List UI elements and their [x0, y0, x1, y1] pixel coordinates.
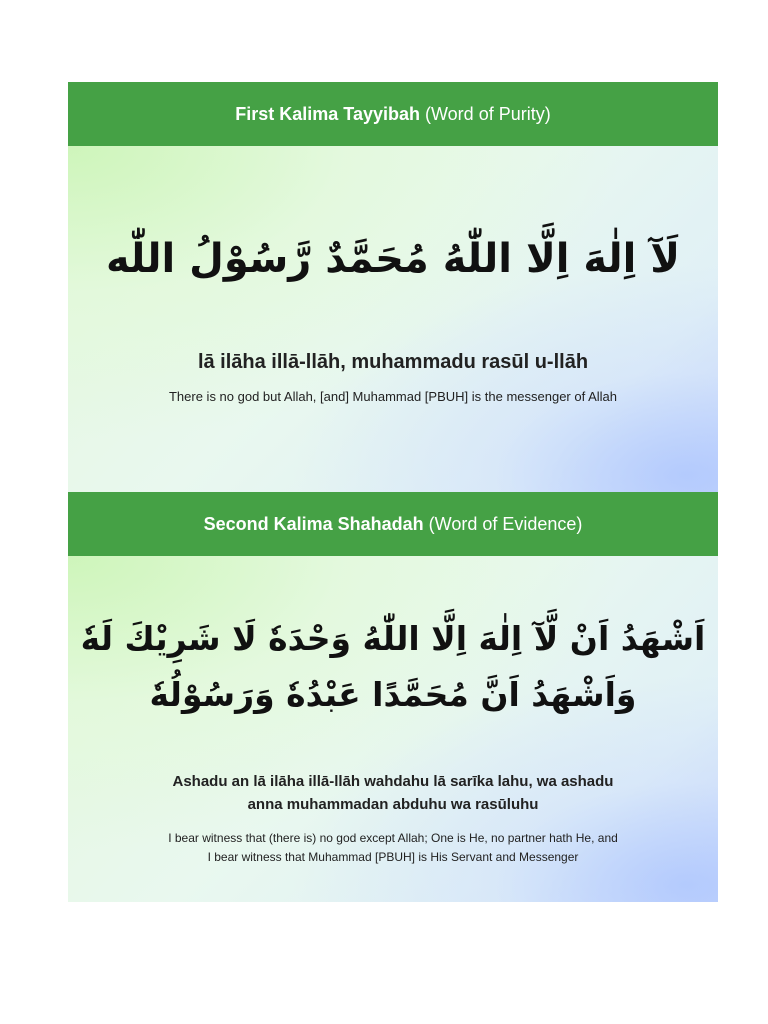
- first-kalima-transliteration: lā ilāha illā-llāh, muhammadu rasūl u-llāh: [197, 351, 589, 373]
- second-kalima-arabic-line-2: وَاَشْهَدُ اَنَّ مُحَمَّدًا عَبْدُهٗ وَرَسُوْلُهٗ: [149, 675, 637, 714]
- first-kalima-title: First Kalima Tayyibah: [235, 103, 420, 124]
- second-kalima-card: [68, 492, 718, 902]
- second-kalima-translation-line-2: I bear witness that Muhammad [PBUH] is His Servant and Messenger: [207, 850, 579, 864]
- second-kalima-transliteration: [108, 770, 678, 816]
- second-kalima-title: Second Kalima Shahadah: [203, 513, 424, 534]
- first-kalima-arabic: لَآ اِلٰهَ اِلَّا اللّٰهُ مُحَمَّدٌ رَّسُوْلُ اللّٰه: [105, 236, 681, 282]
- first-kalima-body: [68, 146, 718, 492]
- first-kalima-header: [68, 82, 718, 146]
- second-kalima-header: [68, 492, 718, 556]
- second-kalima-translation-line-1: I bear witness that (there is) no god except Allah; One is He, no partner hath He, and: [168, 831, 618, 845]
- second-kalima-transliteration-line-2: anna muhammadan abduhu wa rasūluhu: [247, 796, 539, 813]
- first-kalima-card: [68, 82, 718, 492]
- first-kalima-translation: There is no god but Allah, [and] Muhammad [PBUH] is the messenger of Allah: [168, 389, 618, 404]
- first-kalima-subtitle: (Word of Purity): [425, 103, 551, 124]
- second-kalima-transliteration-line-1: Ashadu an lā ilāha illā-llāh wahdahu lā sarīka lahu, wa ashadu: [172, 773, 614, 790]
- second-kalima-subtitle: (Word of Evidence): [428, 513, 583, 534]
- second-kalima-body: [68, 556, 718, 902]
- second-kalima-arabic: [68, 611, 718, 723]
- second-kalima-translation: [128, 829, 658, 867]
- second-kalima-arabic-line-1: اَشْهَدُ اَنْ لَّآ اِلٰهَ اِلَّا اللّٰهُ وَحْدَهٗ لَا شَرِيْكَ لَهٗ: [80, 619, 706, 658]
